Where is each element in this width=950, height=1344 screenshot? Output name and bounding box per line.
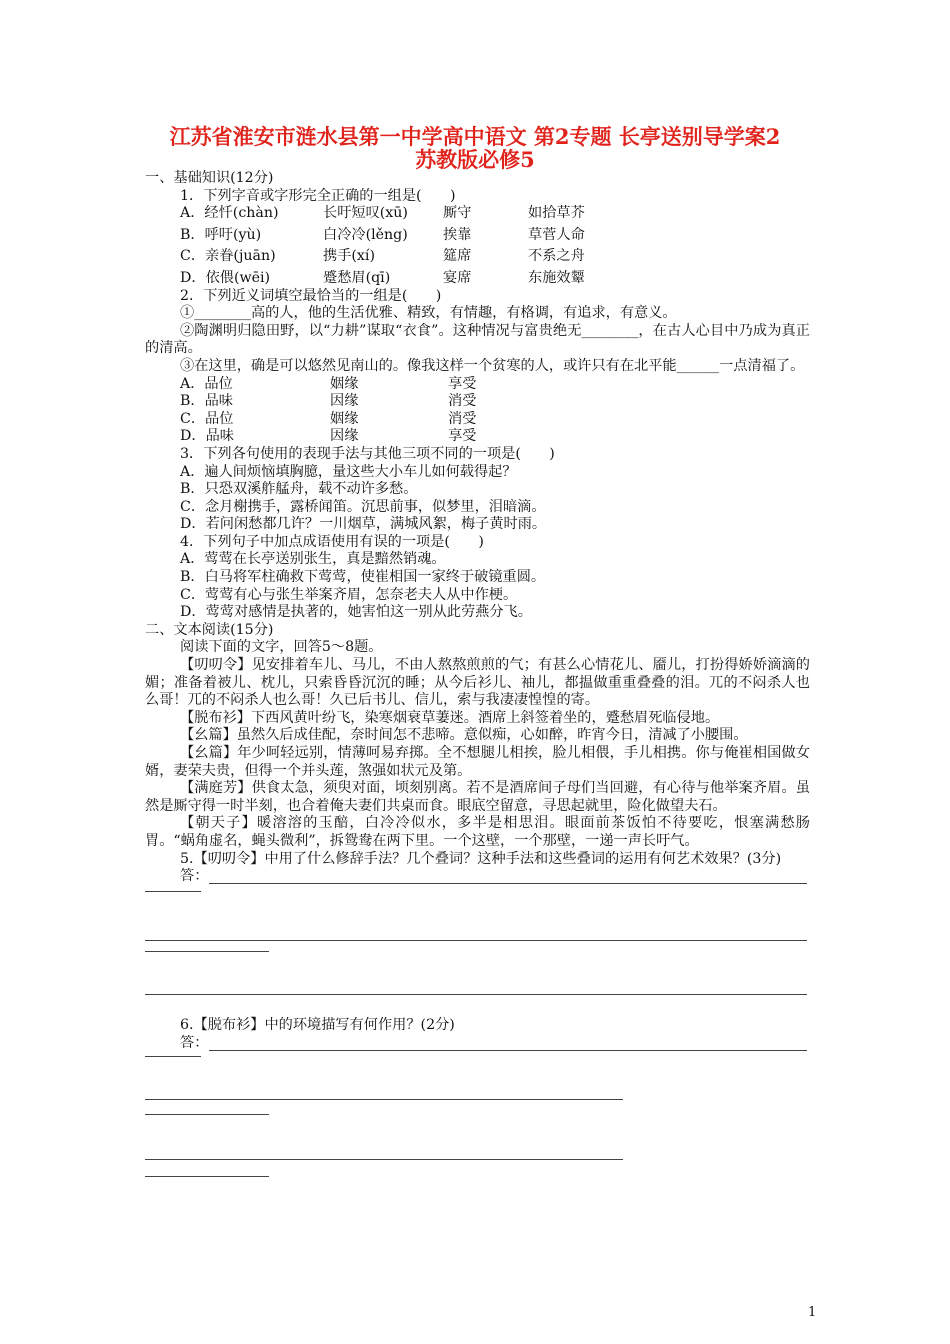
- q4-option-b: B．白马将军柱确救下莺莺，使崔相国一家终于破镜重圆。: [180, 569, 546, 586]
- q2-option-a: [145, 376, 810, 394]
- q2-option-c: [145, 411, 810, 429]
- q6-answer-rule: [209, 1050, 807, 1051]
- q2-a-item-2: 姻缘: [330, 375, 359, 392]
- q1-c-item-2: 携手(xí): [323, 248, 375, 265]
- reading-paragraph-4: 【幺篇】年少呵轻远别，情薄呵易弃掷。全不想腿儿相挨，脸儿相偎，手儿相携。你与俺崔相国做女婿，妻荣夫贵，但得一个并头莲，煞强如状元及第。: [145, 745, 810, 779]
- reading-paragraph-3: 【幺篇】虽然久后成佳配，奈时间怎不悲啼。意似痴，心如醉，昨宵今日，清减了小腰围。: [180, 727, 748, 744]
- q1-c-item-1: C．亲眷(juān): [180, 248, 276, 265]
- q5-answer-line-2-tail[interactable]: [145, 947, 810, 964]
- q5-answer-line-1-tail[interactable]: [145, 885, 810, 902]
- q4-option-d: D．莺莺对感情是执著的，她害怕这一别从此劳燕分飞。: [180, 604, 532, 621]
- q2-option-b: [145, 393, 810, 411]
- q6-answer-line-1-tail[interactable]: [145, 1052, 810, 1069]
- q1-a-item-4: 如拾草芥: [528, 205, 585, 222]
- q5-answer-line-3[interactable]: [145, 992, 810, 1009]
- q3-option-d: D．若问闲愁都几许？一川烟草，满城风絮，梅子黄时雨。: [180, 516, 547, 533]
- question-3-stem: 3．下列各句使用的表现手法与其他三项不同的一项是( ): [180, 445, 555, 462]
- q5-answer-label: 答：: [180, 868, 209, 885]
- q3-option-b: B．只恐双溪舴艋舟，载不动许多愁。: [180, 481, 418, 498]
- q1-option-b: [145, 227, 810, 245]
- q5-answer-rule: [145, 940, 807, 941]
- q6-answer-rule: [145, 1056, 201, 1057]
- question-5-stem: 5.【叨叨令】中用了什么修辞手法？几个叠词？这种手法和这些叠词的运用有何艺术效果？(3分): [180, 850, 782, 867]
- document-body: [145, 170, 810, 1193]
- q2-b-item-2: 因缘: [330, 393, 359, 410]
- q1-d-item-1: D．依偎(wēi): [180, 269, 271, 286]
- q2-c-item-1: C．品位: [180, 410, 234, 427]
- q2-c-item-3: 消受: [448, 410, 477, 427]
- q6-answer-rule: [145, 1114, 269, 1115]
- q5-answer-line-2[interactable]: [145, 930, 810, 947]
- q6-answer-line-3[interactable]: [145, 1159, 810, 1176]
- q6-answer-line-3-tail[interactable]: [145, 1176, 810, 1193]
- q2-a-item-1: A．品位: [180, 375, 233, 392]
- q1-b-item-3: 挨靠: [443, 226, 472, 243]
- q1-c-item-3: 筵席: [443, 248, 472, 265]
- q1-b-item-4: 草菅人命: [528, 226, 585, 243]
- q1-a-item-1: A．经忏(chàn): [180, 205, 279, 222]
- q1-d-item-2: 蹙愁眉(qī): [323, 269, 391, 286]
- q6-answer-line-1[interactable]: [145, 1035, 810, 1052]
- q6-answer-label: 答：: [180, 1034, 209, 1051]
- document-title-line-1: 江苏省淮安市涟水县第一中学高中语文 第2专题 长亭送别导学案2: [169, 124, 781, 149]
- q5-answer-rule: [145, 951, 269, 952]
- q1-option-a: [145, 205, 810, 223]
- q5-answer-rule: [209, 883, 807, 884]
- q1-a-item-2: 长吁短叹(xū): [323, 205, 408, 222]
- q2-option-d: [145, 428, 810, 446]
- q5-answer-line-1[interactable]: [145, 868, 810, 885]
- reading-paragraph-2: 【脱布衫】下西风黄叶纷飞，染寒烟衰草萋迷。酒席上斜签着坐的，蹙愁眉死临侵地。: [180, 709, 720, 726]
- q5-answer-rule: [145, 891, 201, 892]
- question-1-stem: 1．下列字音或字形完全正确的一组是( ): [180, 187, 456, 204]
- reading-paragraph-5: 【满庭芳】供食太急，须臾对面，顷刻别离。若不是酒席间子母们当回避，有心待与他举案齐眉。虽然是厮守得一时半刻，也合着俺夫妻们共桌而食。眼底空留意，寻思起就里，险化做望夫石。: [145, 780, 810, 814]
- q3-option-c: C．念月榭携手，露桥闻笛。沉思前事，似梦里，泪暗滴。: [180, 498, 546, 515]
- q6-answer-rule: [145, 1159, 623, 1160]
- reading-paragraph-6: 【朝天子】暖溶溶的玉醅，白冷冷似水，多半是相思泪。眼面前茶饭怕不待要吃，恨塞满愁肠胃。“蜗角虚名，蝇头微利”，拆鸳鸯在两下里。一个这壁，一个那壁，一递一声长吁气。: [145, 815, 810, 849]
- q1-b-item-1: B．呼吁(yù): [180, 226, 262, 243]
- q6-answer-line-2[interactable]: [145, 1097, 810, 1114]
- q1-d-item-3: 宴席: [443, 269, 472, 286]
- q3-option-a: A．遍人间烦恼填胸臆，量这些大小车儿如何载得起？: [180, 463, 517, 480]
- reading-intro: 阅读下面的文字，回答5～8题。: [180, 639, 383, 656]
- q2-a-item-3: 享受: [448, 375, 477, 392]
- q6-answer-rule: [145, 1099, 623, 1100]
- q2-c-item-2: 姻缘: [330, 410, 359, 427]
- q5-answer-rule: [145, 994, 807, 995]
- reading-paragraph-1: 【叨叨令】见安排着车儿、马儿，不由人熬熬煎煎的气；有甚么心情花儿、靥儿，打扮得娇娇滴滴的媚；准备着被儿、枕儿，只索昏昏沉沉的睡；从今后衫儿、袖儿，都揾做重重叠叠的泪。兀的不闷杀人也么哥！兀的不闷杀人也么哥！久已后书儿、信儿，索与我凄凄惶惶的寄。: [145, 657, 810, 709]
- q2-d-item-3: 享受: [448, 428, 477, 445]
- q2-sentence-3: ③在这里，确是可以悠然见南山的。像我这样一个贫寒的人，或许只有在北平能______一点清福了。: [180, 357, 805, 374]
- section-heading-text-reading: 二、文本阅读(15分): [145, 621, 274, 638]
- q2-sentence-1: ①________高的人，他的生活优雅、精致，有情趣，有格调，有追求，有意义。: [180, 305, 677, 322]
- question-6-stem: 6.【脱布衫】中的环境描写有何作用？(2分): [180, 1017, 455, 1034]
- q2-d-item-2: 因缘: [330, 428, 359, 445]
- q1-option-d: [145, 270, 810, 288]
- document-title-line-2: 苏教版必修5: [415, 147, 535, 172]
- page-number: 1: [808, 1305, 817, 1320]
- question-2-stem: 2．下列近义词填空最恰当的一组是( ): [180, 287, 442, 304]
- q6-answer-rule: [145, 1176, 269, 1177]
- q2-b-item-1: B．品味: [180, 393, 233, 410]
- q1-c-item-4: 不系之舟: [528, 248, 585, 265]
- q4-option-a: A．莺莺在长亭送别张生，真是黯然销魂。: [180, 551, 446, 568]
- question-4-stem: 4．下列句子中加点成语使用有误的一项是( ): [180, 533, 484, 550]
- q1-b-item-2: 白冷冷(lěng): [323, 226, 408, 243]
- section-heading-basic-knowledge: 一、基础知识(12分): [145, 170, 274, 186]
- q2-b-item-3: 消受: [448, 393, 477, 410]
- q1-option-c: [145, 248, 810, 266]
- q2-d-item-1: D．品味: [180, 428, 234, 445]
- q1-d-item-4: 东施效颦: [528, 269, 585, 286]
- q6-answer-line-2-tail[interactable]: [145, 1114, 810, 1131]
- q4-option-c: C．莺莺有心与张生举案齐眉，怎奈老夫人从中作梗。: [180, 586, 518, 603]
- q2-sentence-2: ②陶渊明归隐田野，以“力耕”谋取“衣食”。这种情况与富贵绝无________，在古人心目中乃成为真正的清高。: [145, 322, 810, 357]
- q1-a-item-3: 厮守: [443, 205, 472, 222]
